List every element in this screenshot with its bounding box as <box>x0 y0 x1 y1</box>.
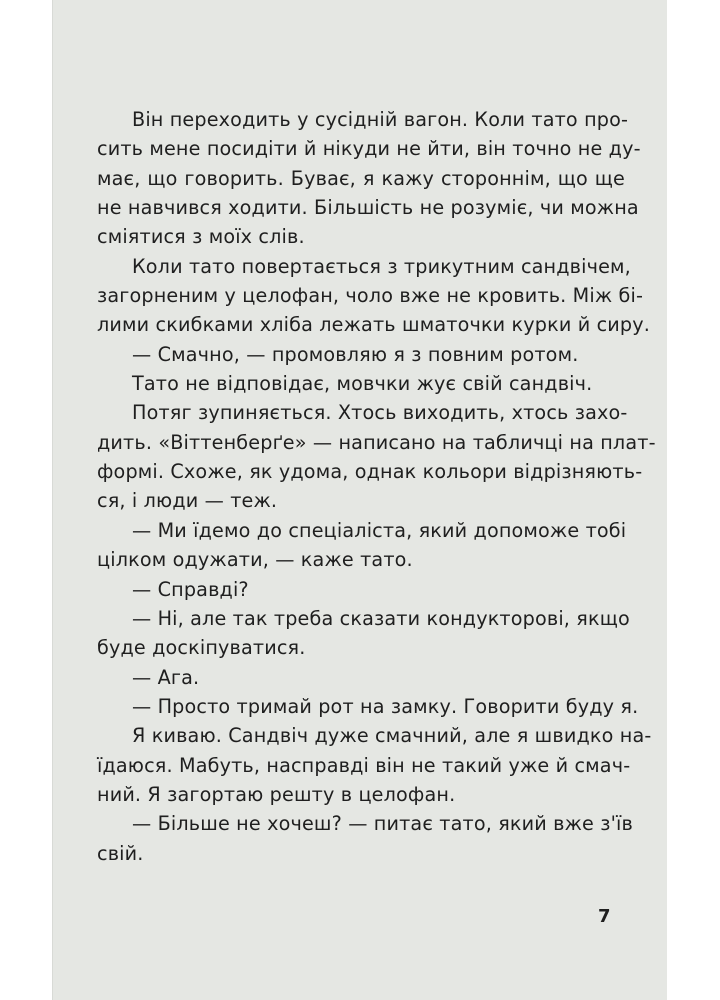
text-line: Коли тато повертається з трикутним сандвічем, <box>132 254 631 278</box>
text-line: сить мене посидіти й нікуди не йти, він точно не ду- <box>97 137 641 161</box>
text-line: — Більше не хочеш? — питає тато, який вже з'їв <box>132 812 633 836</box>
text-line: ний. Я загортаю решту в целофан. <box>97 782 456 806</box>
text-line: Тато не відповідає, мовчки жує свій сандвіч. <box>132 372 593 396</box>
text-line: буде доскіпуватися. <box>97 636 306 660</box>
text-line: формі. Схоже, як удома, однак кольори відрізняють- <box>97 460 643 484</box>
text-line: дить. «Віттенберґе» — написано на табличці на плат- <box>97 430 656 454</box>
text-line: ся, і люди — теж. <box>97 489 278 513</box>
text-line: — Ага. <box>132 665 200 689</box>
text-line: лими скибками хліба лежать шматочки курки й сиру. <box>97 313 651 337</box>
text-line: Він переходить у сусідній вагон. Коли тато про- <box>132 108 629 131</box>
body-text <box>97 105 656 868</box>
text-line: — Смачно, — промовляю я з повним ротом. <box>132 342 579 366</box>
text-line: загорненим у целофан, чоло вже не кровить. Між бі- <box>97 284 644 308</box>
text-line: — Ми їдемо до спеціаліста, який допоможе тобі <box>132 518 627 542</box>
book-page <box>52 0 667 1000</box>
page-number: 7 <box>598 906 611 927</box>
text-line: цілком одужати, — каже тато. <box>97 548 413 572</box>
text-line: — Ні, але так треба сказати кондукторові, якщо <box>132 606 630 630</box>
text-line: свій. <box>97 841 144 865</box>
text-line: має, що говорить. Буває, я кажу стороннім, що ще <box>97 166 625 190</box>
text-line: — Просто тримай рот на замку. Говорити буду я. <box>132 694 639 718</box>
text-line: Потяг зупиняється. Хтось виходить, хтось захо- <box>132 401 628 425</box>
text-line: Я киваю. Сандвіч дуже смачний, але я швидко на- <box>132 724 652 748</box>
text-line: їдаюся. Мабуть, насправді він не такий уже й смач- <box>97 753 631 777</box>
text-line: — Справді? <box>132 577 249 601</box>
text-line: не навчився ходити. Більшість не розуміє, чи можна <box>97 196 639 220</box>
text-line: сміятися з моїх слів. <box>97 225 305 249</box>
